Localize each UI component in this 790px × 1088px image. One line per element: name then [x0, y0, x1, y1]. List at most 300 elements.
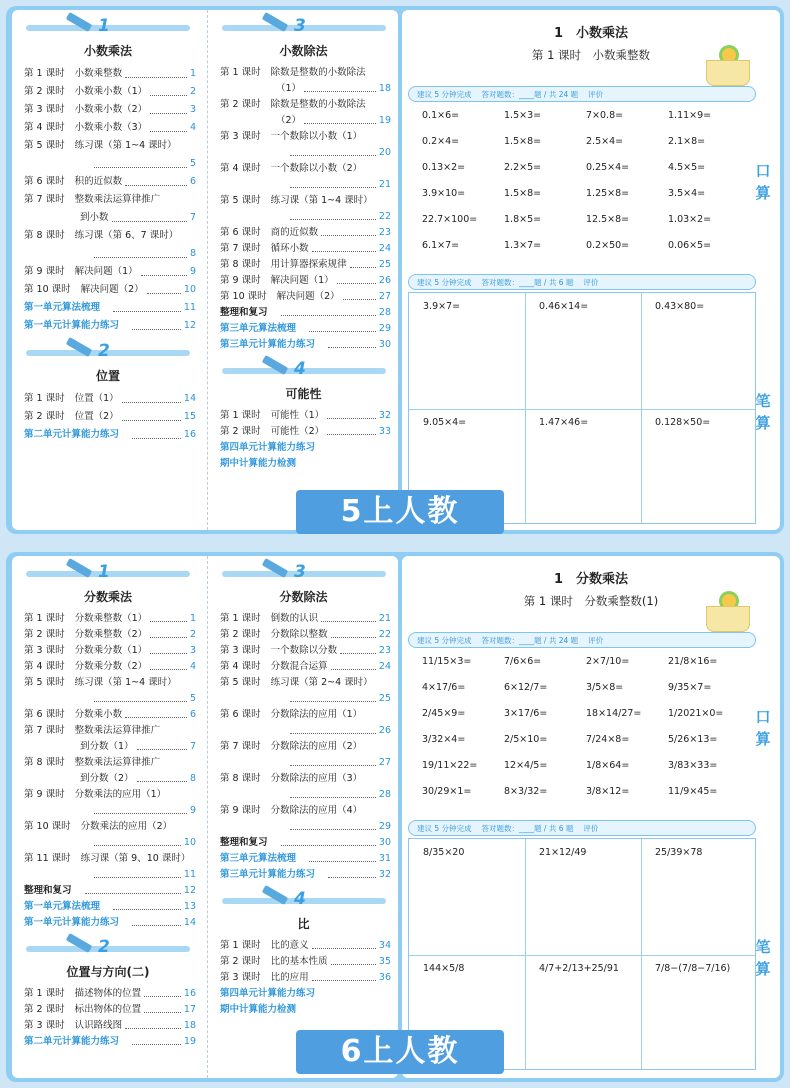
lesson-topic: 标出物体的位置 — [74, 1004, 142, 1015]
dot-leader — [150, 119, 187, 132]
dot-leader — [132, 317, 181, 330]
page-number: 24 — [378, 661, 391, 672]
lesson-topic: 小数乘小数（1） — [74, 86, 148, 97]
dot-leader — [122, 408, 181, 421]
unit-title: 比 — [297, 917, 310, 931]
unit-number: 2 — [98, 341, 110, 361]
unit-header — [208, 16, 398, 38]
toc-row — [12, 1002, 204, 1018]
lesson-label: 第一单元算法梳理 — [24, 901, 101, 912]
dot-leader — [141, 263, 187, 276]
toc-row — [12, 263, 204, 281]
lesson-topic: 小数乘整数 — [74, 68, 123, 79]
strip-text: 建议 5 分钟完成 — [417, 277, 472, 287]
page-number: 16 — [183, 988, 196, 999]
toc-row — [208, 81, 398, 97]
toc-row — [12, 691, 204, 707]
oral-problem: 2/45×9= — [422, 708, 466, 719]
toc-row — [208, 177, 398, 193]
toc-row — [12, 986, 204, 1002]
page-number: 2 — [189, 629, 196, 640]
lesson-label: 第三单元算法梳理 — [220, 323, 297, 334]
lesson-label: 第 5 课时 — [220, 195, 261, 206]
oral-problem: 7/6×6= — [504, 656, 542, 667]
lesson-topic: （1） — [276, 83, 302, 94]
oral-grid — [408, 106, 756, 270]
toc-row — [208, 659, 398, 675]
book-icon — [706, 60, 750, 86]
page-number: 18 — [183, 1020, 196, 1031]
side-label: 笔算 — [755, 392, 771, 432]
lesson-label: 第 3 课时 — [24, 1020, 65, 1031]
page-number: 31 — [378, 853, 391, 864]
page-number: 32 — [378, 869, 391, 880]
side-label: 口算 — [755, 162, 771, 202]
page-number: 27 — [378, 291, 391, 302]
exercise-info-strip — [408, 632, 756, 648]
dot-leader — [343, 289, 376, 300]
page-number: 10 — [183, 284, 196, 295]
page-number: 9 — [189, 266, 196, 277]
dot-leader — [340, 643, 376, 654]
page-number: 6 — [189, 176, 196, 187]
dot-leader — [94, 867, 181, 878]
written-problem: 0.128×50= — [655, 417, 711, 428]
page-number: 12 — [183, 320, 196, 331]
toc-row — [208, 321, 398, 337]
worksheet-subtitle: 第 1 课时 分数乘整数(1) — [523, 594, 659, 608]
toc-row — [12, 1034, 204, 1050]
page-number: 30 — [378, 339, 391, 350]
toc-row — [208, 305, 398, 321]
toc-row — [208, 691, 398, 707]
dot-leader — [321, 611, 376, 622]
oral-problem: 3/83×33= — [668, 760, 718, 771]
dot-leader — [290, 723, 376, 734]
bottom-panel — [6, 552, 784, 1082]
page-number: 23 — [378, 645, 391, 656]
grid-line — [525, 293, 526, 523]
lesson-label: 第三单元计算能力练习 — [220, 339, 316, 350]
toc-row — [12, 227, 204, 245]
toc-row — [208, 803, 398, 819]
strip-text: 答对题数：____题 / 共 24 题 — [481, 635, 579, 645]
dot-leader — [144, 1002, 181, 1013]
lesson-topic: 练习课（第 1~4 课时） — [74, 140, 177, 151]
lesson-topic: 到分数（2） — [80, 773, 134, 784]
dot-leader — [112, 209, 187, 222]
lesson-label: 第 1 课时 — [24, 613, 65, 624]
dot-leader — [331, 954, 376, 965]
grid-line — [641, 839, 642, 1069]
lesson-label: 第 1 课时 — [220, 940, 261, 951]
lesson-topic: 分数乘整数（2） — [74, 629, 148, 640]
oral-problem: 12.5×8= — [586, 214, 630, 225]
worksheet-subtitle: 第 1 课时 小数乘整数 — [531, 48, 651, 62]
oral-problem: 1.11×9= — [668, 110, 712, 121]
toc-row — [208, 65, 398, 81]
lesson-label: 第一单元计算能力练习 — [24, 320, 120, 331]
lesson-label: 第 6 课时 — [220, 227, 261, 238]
page-number: 36 — [378, 972, 391, 983]
unit-number: 1 — [98, 16, 110, 36]
page-number: 11 — [183, 869, 196, 880]
lesson-topic: 分数除法的应用（2） — [270, 741, 363, 752]
oral-problem: 3×17/6= — [504, 708, 548, 719]
page-number: 13 — [183, 901, 196, 912]
toc-row — [208, 739, 398, 755]
toc-row — [208, 611, 398, 627]
strip-text: 答对题数：____题 / 共 6 题 — [481, 823, 574, 833]
lesson-topic: 到小数 — [80, 212, 109, 223]
dot-leader — [150, 83, 187, 96]
side-label: 笔算 — [755, 938, 771, 978]
dot-leader — [327, 424, 376, 435]
oral-problem: 4.5×5= — [668, 162, 706, 173]
unit-header — [12, 341, 204, 363]
toc-row — [208, 97, 398, 113]
dot-leader — [125, 65, 187, 78]
page-number: 5 — [189, 693, 196, 704]
lesson-label: 第 3 课时 — [24, 645, 65, 656]
page-number: 26 — [378, 725, 391, 736]
lesson-topic: 描述物体的位置 — [74, 988, 142, 999]
dot-leader — [147, 281, 181, 294]
lesson-label: 第 6 课时 — [24, 709, 65, 720]
oral-problem: 3.9×10= — [422, 188, 466, 199]
lesson-topic: 一个数除以小数（1） — [270, 131, 363, 142]
dot-leader — [309, 851, 376, 862]
lesson-label: 第 2 课时 — [220, 99, 261, 110]
dot-leader — [312, 938, 376, 949]
oral-problem: 9/35×7= — [668, 682, 712, 693]
toc-row — [12, 835, 204, 851]
page-number: 18 — [378, 83, 391, 94]
lesson-label: 第 2 课时 — [24, 86, 65, 97]
top-panel — [6, 6, 784, 534]
dot-leader — [150, 611, 187, 622]
dot-leader — [304, 113, 376, 124]
lesson-label: 第三单元计算能力练习 — [220, 869, 316, 880]
page-number: 3 — [189, 104, 196, 115]
lesson-topic: 除数是整数的小数除法 — [270, 67, 366, 78]
lesson-label: 第 2 课时 — [24, 629, 65, 640]
toc-row — [208, 938, 398, 954]
lesson-topic: 解决问题（1） — [270, 275, 334, 286]
page-number: 14 — [183, 917, 196, 928]
lesson-label: 第 7 课时 — [220, 243, 261, 254]
lesson-label: 第 3 课时 — [220, 131, 261, 142]
oral-problem: 5/26×13= — [668, 734, 718, 745]
lesson-label: 第 10 课时 — [24, 821, 71, 832]
unit-number: 3 — [294, 16, 306, 36]
toc-row — [12, 851, 204, 867]
toc-row — [12, 173, 204, 191]
dot-leader — [321, 225, 376, 236]
strip-text: 评价 — [588, 89, 604, 99]
toc-row — [12, 723, 204, 739]
lesson-label: 第二单元计算能力练习 — [24, 1036, 120, 1047]
dot-leader — [350, 257, 376, 268]
toc-row — [208, 787, 398, 803]
toc-row — [12, 137, 204, 155]
written-problem: 4/7+2/13+25/91 — [539, 963, 619, 974]
oral-problem: 3/8×12= — [586, 786, 630, 797]
lesson-label: 第 2 课时 — [24, 1004, 65, 1015]
lesson-topic: 分数除法的应用（1） — [270, 709, 363, 720]
lesson-label: 第 8 课时 — [220, 773, 261, 784]
toc-row — [208, 643, 398, 659]
toc-left-column — [12, 10, 204, 530]
page-number: 4 — [189, 122, 196, 133]
toc-row — [12, 83, 204, 101]
toc-left-column — [12, 556, 204, 1078]
page-number: 29 — [378, 323, 391, 334]
toc-row — [208, 273, 398, 289]
grid-line — [641, 293, 642, 523]
page-number: 28 — [378, 789, 391, 800]
worksheet-title: 1 分数乘法 — [553, 572, 629, 587]
lesson-label: 第 5 课时 — [24, 677, 65, 688]
oral-problem: 0.06×5= — [668, 240, 712, 251]
toc-row — [12, 739, 204, 755]
lesson-label: 第 1 课时 — [220, 410, 261, 421]
lesson-topic: 整数乘法运算律推广 — [74, 725, 161, 736]
dot-leader — [312, 970, 376, 981]
lesson-label: 第 2 课时 — [24, 411, 65, 422]
strip-text: 答对题数：____题 / 共 6 题 — [481, 277, 574, 287]
oral-problem: 2×7/10= — [586, 656, 630, 667]
lesson-label: 第 7 课时 — [24, 194, 65, 205]
oral-problem: 19/11×22= — [422, 760, 478, 771]
lesson-label: 第 8 课时 — [24, 757, 65, 768]
toc-row — [208, 424, 398, 440]
page-number: 25 — [378, 693, 391, 704]
dot-leader — [331, 627, 376, 638]
oral-problem: 30/29×1= — [422, 786, 472, 797]
page-number: 29 — [378, 821, 391, 832]
toc-row — [12, 408, 204, 426]
oral-problem: 2.5×4= — [586, 136, 624, 147]
page-number: 3 — [189, 645, 196, 656]
toc-row — [12, 1018, 204, 1034]
lesson-label: 第二单元计算能力练习 — [24, 429, 120, 440]
oral-problem: 3.5×4= — [668, 188, 706, 199]
dot-leader — [312, 241, 376, 252]
toc-row — [12, 155, 204, 173]
lesson-topic: 分数乘法的应用（1） — [74, 789, 167, 800]
written-problem: 144×5/8 — [423, 963, 465, 974]
dot-leader — [85, 883, 181, 894]
toc-row — [208, 241, 398, 257]
lesson-label: 第 9 课时 — [24, 266, 65, 277]
lesson-label: 第 1 课时 — [220, 613, 261, 624]
unit-title: 分数乘法 — [83, 590, 132, 604]
lesson-topic: 可能性（2） — [270, 426, 325, 437]
lesson-label: 第 4 课时 — [24, 661, 65, 672]
toc-row — [12, 883, 204, 899]
lesson-topic: 分数除以整数 — [270, 629, 328, 640]
lesson-topic: 整数乘法运算律推广 — [74, 757, 161, 768]
toc-row — [12, 707, 204, 723]
strip-text: 建议 5 分钟完成 — [417, 823, 472, 833]
exercise-info-strip — [408, 820, 756, 836]
lesson-topic: 倒数的认识 — [270, 613, 319, 624]
dot-leader — [144, 986, 181, 997]
strip-text: 建议 5 分钟完成 — [417, 635, 472, 645]
toc-row — [12, 299, 204, 317]
lesson-topic: 位置（2） — [74, 411, 119, 422]
lesson-label: 第 4 课时 — [220, 661, 261, 672]
lesson-label: 第 9 课时 — [220, 805, 261, 816]
lesson-topic: 练习课（第 1~4 课时） — [74, 677, 177, 688]
lesson-topic: 比的基本性质 — [270, 956, 328, 967]
toc-page — [12, 556, 398, 1078]
written-problem: 7/8−(7/8−7/16) — [655, 963, 731, 974]
unit-title: 可能性 — [285, 387, 322, 401]
lesson-topic: 整数乘法运算律推广 — [74, 194, 161, 205]
page-number: 7 — [189, 741, 196, 752]
toc-row — [208, 986, 398, 1002]
toc-row — [208, 289, 398, 305]
unit-number: 4 — [294, 889, 306, 909]
toc-row — [208, 819, 398, 835]
page-number: 1 — [189, 68, 196, 79]
lesson-topic: 比的应用 — [270, 972, 309, 983]
dot-leader — [94, 835, 181, 846]
page-number: 21 — [378, 179, 391, 190]
strip-text: 答对题数：____题 / 共 24 题 — [481, 89, 579, 99]
toc-row — [12, 119, 204, 137]
toc-row — [208, 161, 398, 177]
dot-leader — [150, 659, 187, 670]
lesson-topic: 用计算器探索规律 — [270, 259, 347, 270]
toc-right-column — [207, 556, 398, 1078]
strip-text: 评价 — [583, 823, 599, 833]
unit-title: 小数除法 — [279, 44, 328, 58]
written-problem: 8/35×20 — [423, 847, 465, 858]
lesson-label: 第 3 课时 — [24, 104, 65, 115]
oral-problem: 2.1×8= — [668, 136, 706, 147]
page-number: 4 — [189, 661, 196, 672]
lesson-label: 第 4 课时 — [24, 122, 65, 133]
page-number: 9 — [189, 805, 196, 816]
unit-number: 3 — [294, 562, 306, 582]
page-number: 1 — [189, 613, 196, 624]
oral-problem: 2/5×10= — [504, 734, 548, 745]
toc-row — [208, 627, 398, 643]
toc-row — [208, 867, 398, 883]
oral-problem: 1/8×64= — [586, 760, 630, 771]
unit-number: 2 — [98, 937, 110, 957]
oral-problem: 2.2×5= — [504, 162, 542, 173]
toc-row — [12, 819, 204, 835]
toc-row — [12, 771, 204, 787]
oral-problem: 22.7×100= — [422, 214, 478, 225]
page-number: 30 — [378, 837, 391, 848]
lesson-label: 第 1 课时 — [24, 393, 65, 404]
lesson-label: 整理和复习 — [24, 885, 72, 896]
lesson-label: 第 2 课时 — [220, 956, 261, 967]
toc-row — [12, 245, 204, 263]
lesson-label: 第三单元算法梳理 — [220, 853, 297, 864]
lesson-topic: 比的意义 — [270, 940, 309, 951]
oral-problem: 1.5×8= — [504, 136, 542, 147]
exercise-info-strip — [408, 86, 756, 102]
lesson-label: 第 11 课时 — [24, 853, 71, 864]
page-number: 2 — [189, 86, 196, 97]
dot-leader — [132, 915, 181, 926]
dot-leader — [94, 155, 187, 168]
grade-badge: 6上人教 — [296, 1030, 504, 1074]
dot-leader — [150, 101, 187, 114]
lesson-topic: 分数乘分数（1） — [74, 645, 148, 656]
dot-leader — [113, 299, 181, 312]
oral-problem: 7×0.8= — [586, 110, 624, 121]
oral-problem: 1/2021×0= — [668, 708, 724, 719]
lesson-topic: 一个数除以小数（2） — [270, 163, 363, 174]
page-number: 5 — [189, 158, 196, 169]
toc-row — [12, 675, 204, 691]
exercise-info-strip — [408, 274, 756, 290]
toc-row — [12, 787, 204, 803]
toc-row — [208, 675, 398, 691]
lesson-label: 期中计算能力检测 — [220, 458, 297, 469]
lesson-topic: 商的近似数 — [270, 227, 319, 238]
page-number: 8 — [189, 773, 196, 784]
lesson-label: 第 7 课时 — [24, 725, 65, 736]
lesson-topic: 积的近似数 — [74, 176, 123, 187]
page-number: 32 — [378, 410, 391, 421]
dot-leader — [94, 245, 187, 258]
lesson-topic: 解决问题（2） — [80, 284, 144, 295]
worksheet-page — [402, 556, 780, 1078]
dot-leader — [328, 337, 376, 348]
page-number: 33 — [378, 426, 391, 437]
toc-row — [208, 954, 398, 970]
written-problem: 1.47×46= — [539, 417, 589, 428]
page-number: 28 — [378, 307, 391, 318]
oral-problem: 7/24×8= — [586, 734, 630, 745]
lesson-label: 第 5 课时 — [24, 140, 65, 151]
dot-leader — [125, 173, 187, 186]
lesson-label: 第 1 课时 — [220, 67, 261, 78]
dot-leader — [337, 273, 376, 284]
page-number: 8 — [189, 248, 196, 259]
lesson-label: 第一单元计算能力练习 — [24, 917, 120, 928]
lesson-label: 第四单元计算能力练习 — [220, 442, 316, 453]
page-number: 14 — [183, 393, 196, 404]
lesson-topic: 分数混合运算 — [270, 661, 328, 672]
oral-problem: 6.1×7= — [422, 240, 460, 251]
dot-leader — [290, 755, 376, 766]
lesson-topic: 分数除法的应用（3） — [270, 773, 363, 784]
dot-leader — [150, 627, 187, 638]
lesson-label: 第 8 课时 — [220, 259, 261, 270]
written-problem: 25/39×78 — [655, 847, 703, 858]
strip-text: 评价 — [583, 277, 599, 287]
dot-leader — [290, 819, 376, 830]
oral-problem: 8×3/32= — [504, 786, 548, 797]
dot-leader — [281, 305, 376, 316]
toc-row — [12, 643, 204, 659]
dot-leader — [281, 835, 376, 846]
lesson-topic: 认识路线图 — [74, 1020, 123, 1031]
lesson-topic: 一个数除以分数 — [270, 645, 338, 656]
lesson-topic: 除数是整数的小数除法 — [270, 99, 366, 110]
lesson-label: 第 2 课时 — [220, 426, 261, 437]
toc-row — [208, 408, 398, 424]
